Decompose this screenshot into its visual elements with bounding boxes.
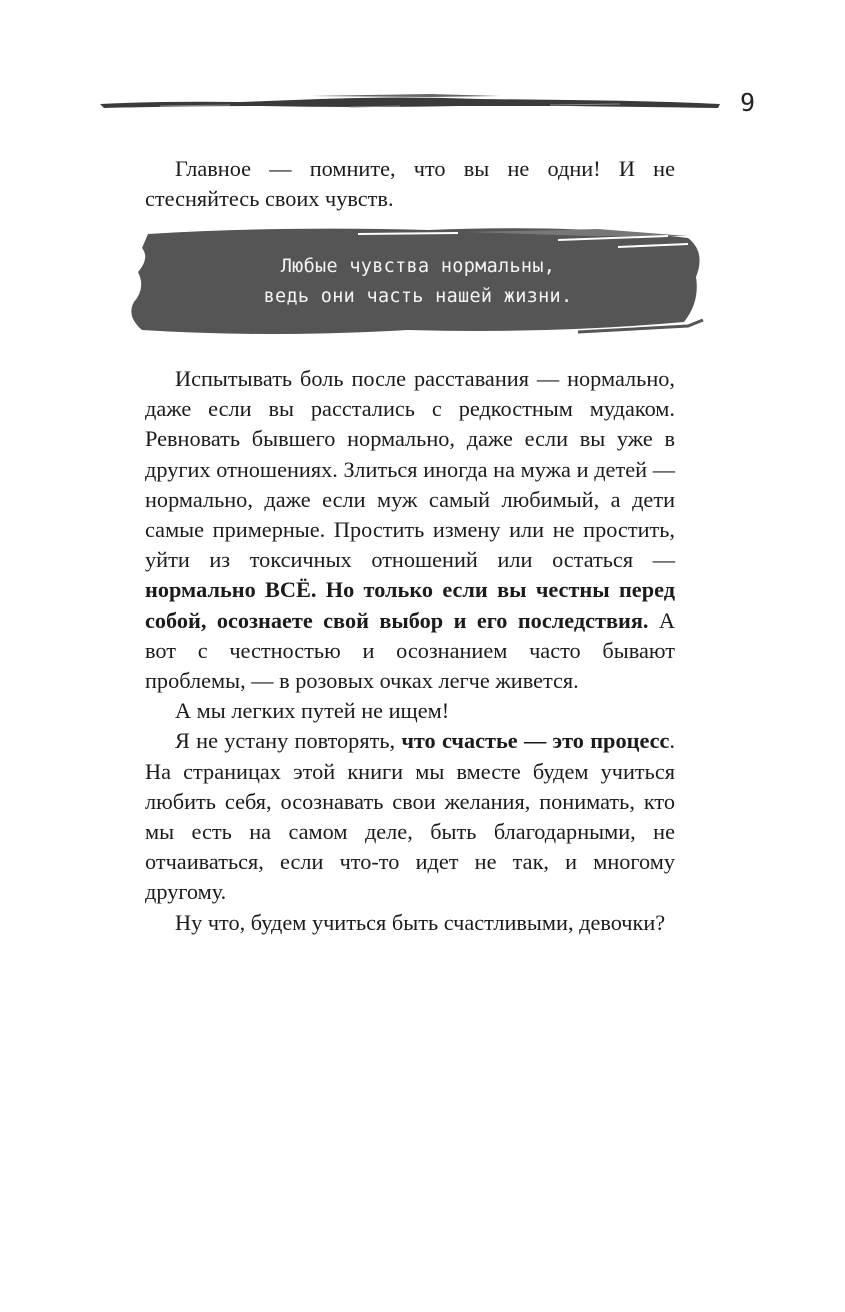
paragraph-3-bold: что счастье — это процесс [401, 728, 670, 754]
body-text [145, 364, 675, 938]
quote-text [128, 252, 708, 312]
paragraph-1-text: Испытывать боль после расставания — нормально, даже если вы расстались с редкостным мудаком. Ревновать бывшего нормально, даже если вы уже в других отношениях. Злиться иногда на мужа и детей — нормально, даже если муж самый любимый, а дети самые примерные. Простить измену или не простить, уйти из токсичных отношений или остаться — [145, 366, 675, 573]
paragraph-3 [145, 726, 675, 907]
paragraph-1-tail: А вот с честностью и осознанием часто бывают проблемы, — в розовых очках легче живется. [145, 607, 675, 694]
intro-paragraph [145, 154, 675, 214]
paragraph-2: А мы легких путей не ищем! [175, 698, 450, 724]
paragraph-1-bold: нормально ВСЁ. Но только если вы честны перед собой, осознаете свой выбор и его последствия. [145, 577, 675, 633]
header-brush-line [100, 90, 720, 114]
paragraph-1 [145, 364, 675, 696]
quote-line-2: ведь они часть нашей жизни. [263, 286, 573, 307]
intro-text: Главное — помните, что вы не одни! И не стесняйтесь своих чувств. [145, 156, 675, 212]
quote-block [128, 222, 708, 342]
paragraph-4: Ну что, будем учиться быть счастливыми, девочки? [175, 909, 666, 935]
quote-line-1: Любые чувства нормальны, [280, 256, 556, 277]
paragraph-3-text: Я не устану повторять, [175, 728, 402, 754]
page-number: 9 [740, 88, 756, 117]
paragraph-3-tail: . На страницах этой книги мы вместе будем учиться любить себя, осознавать свои желания, понимать, кто мы есть на самом деле, быть благодарными, не отчаиваться, если что-то идет не так, и многому другому. [145, 728, 675, 905]
